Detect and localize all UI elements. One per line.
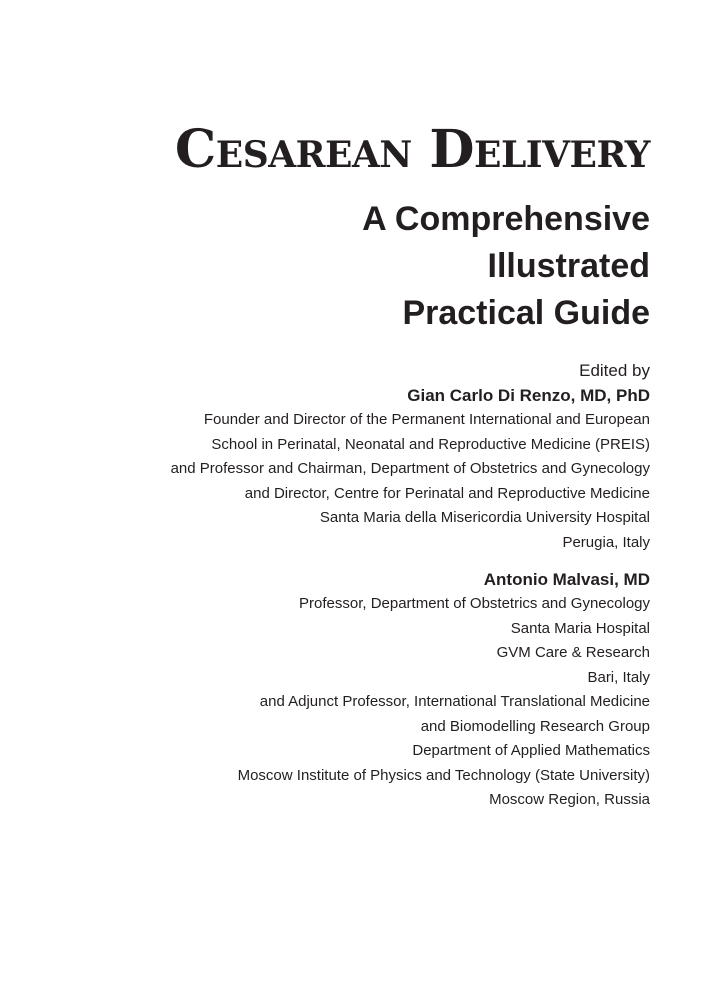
book-title: Cesarean Delivery: [174, 119, 650, 180]
subtitle-line-1: A Comprehensive: [362, 200, 650, 238]
book-title-block: [175, 118, 650, 182]
editor-2: [171, 567, 650, 813]
editors-section: [171, 359, 650, 813]
subtitle-line-2: Illustrated: [487, 247, 650, 285]
affiliation-line: and Biomodelling Research Group: [420, 717, 650, 735]
affiliation-line: Perugia, Italy: [562, 533, 650, 551]
editor-name: Antonio Malvasi, MD: [483, 570, 650, 589]
affiliation-line: and Director, Centre for Perinatal and Reproductive Medicine: [244, 484, 650, 502]
book-subtitle: [362, 196, 650, 337]
affiliation-line: Santa Maria della Misericordia University Hospital: [319, 509, 650, 526]
affiliation-line: Santa Maria Hospital: [510, 619, 650, 637]
affiliation-line: and Adjunct Professor, International Translational Medicine: [259, 693, 650, 710]
editor-1: [171, 383, 650, 555]
subtitle-line-3: Practical Guide: [402, 294, 650, 332]
affiliation-line: Founder and Director of the Permanent International and European: [203, 411, 650, 428]
affiliation-line: GVM Care & Research: [496, 644, 650, 661]
editor-name: Gian Carlo Di Renzo, MD, PhD: [407, 386, 650, 405]
affiliation-line: Department of Applied Mathematics: [412, 742, 650, 759]
affiliation-line: and Professor and Chairman, Department of Obstetrics and Gynecology: [170, 460, 650, 477]
affiliation-line: School in Perinatal, Neonatal and Reproductive Medicine (PREIS): [211, 435, 650, 453]
affiliation-line: Professor, Department of Obstetrics and Gynecology: [299, 595, 650, 612]
affiliation-line: Moscow Region, Russia: [489, 791, 650, 808]
edited-by-label: Edited by: [579, 361, 650, 380]
affiliation-line: Moscow Institute of Physics and Technology (State University): [237, 766, 650, 784]
affiliation-line: Bari, Italy: [587, 668, 650, 686]
spacer: [171, 555, 650, 567]
